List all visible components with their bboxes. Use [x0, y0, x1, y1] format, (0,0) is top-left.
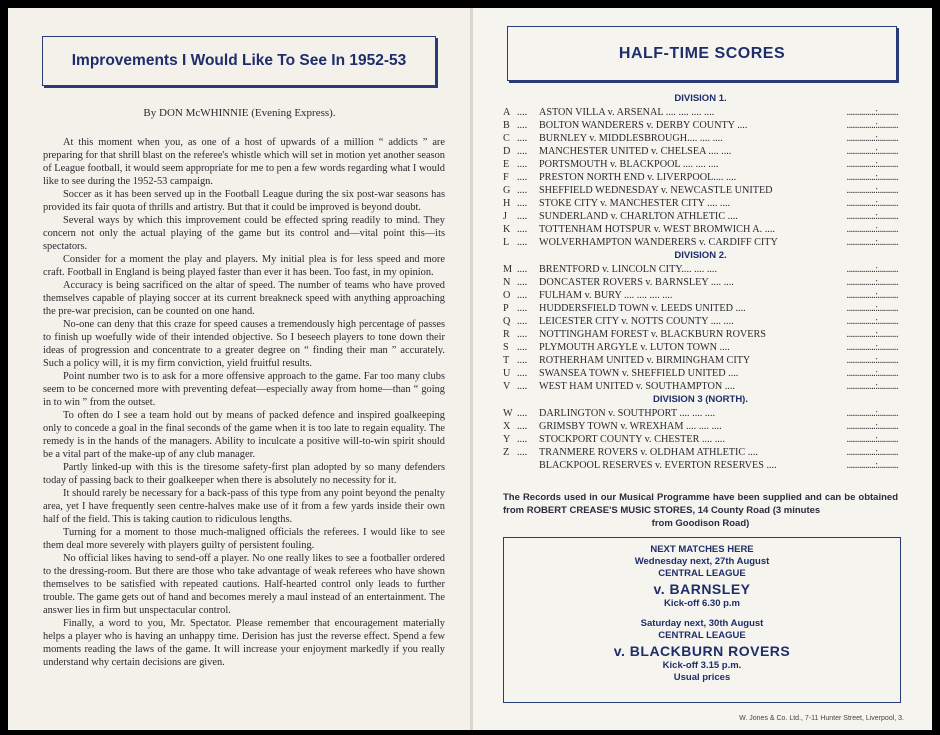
fixture-dots: .... [517, 290, 528, 301]
article-paragraph: Partly linked-up with this is the tiresome safety-first plan adopted by so many defenders today of passing back to their goalkeeper when there is absolutely no necessity for it. [43, 462, 445, 486]
match1-opponent: v. BARNSLEY [653, 581, 751, 597]
fixture-row [503, 145, 898, 158]
fixture-letter: C [503, 133, 510, 144]
fixture-row [503, 407, 898, 420]
fixture-letter: K [503, 224, 511, 235]
match1-kickoff: Kick-off 6.30 p.m [663, 598, 741, 609]
article-body [43, 136, 445, 669]
score-blank: ..............:.......... [846, 264, 898, 275]
score-blank: ..............:.......... [846, 198, 898, 209]
article-paragraph: To often do I see a team hold out by means of packed defence and inspired goalkeeping only to concede a goal in the final seconds of the game when it is too late to regain equality. The remedy is in the hands of the managers. Ability to inculcate a positive will-to-win spirit should be a vital part of the make-up of any club manager. [43, 410, 445, 460]
fixture-letter: P [503, 303, 509, 314]
fixture-dots: .... [517, 342, 528, 353]
score-blank: ..............:.......... [846, 316, 898, 327]
article-paragraph: At this moment when you, as one of a host of upwards of a million “ addicts ” are preparing for that shrill blast on the referee's whistle which will set in motion yet another season of League football, it would seem appropriate for me to pen a few words regarding what I would like to see during the 1952-53 campaign. [43, 137, 445, 187]
match1-league: CENTRAL LEAGUE [658, 568, 746, 579]
records-note-text: The Records used in our Musical Programme have been supplied and can be obtained from ROBERT CREASE'S MUSIC STORES, 14 County Road (3 minutes [503, 492, 898, 516]
fixture-match: STOCKPORT COUNTY v. CHESTER .... .... [539, 434, 725, 445]
match1-date: Wednesday next, 27th August [634, 556, 770, 567]
fixture-match: STOKE CITY v. MANCHESTER CITY .... .... [539, 198, 731, 209]
score-blank: ..............:.......... [846, 237, 898, 248]
fixture-dots: .... [517, 434, 528, 445]
score-blank: ..............:.......... [846, 146, 898, 157]
fixture-match: PRESTON NORTH END v. LIVERPOOL.... .... [539, 172, 737, 183]
left-page [8, 8, 471, 730]
fixture-row [503, 289, 898, 302]
fixture-letter: D [503, 146, 511, 157]
fixture-match: DARLINGTON v. SOUTHPORT .... .... .... [539, 408, 716, 419]
fixture-letter: B [503, 120, 510, 131]
fixture-dots: .... [517, 172, 528, 183]
fixture-dots: .... [517, 316, 528, 327]
fixture-letter: T [503, 355, 510, 366]
article-paragraph: No official likes having to send-off a player. No one really likes to see a footballer ordered to the dressing-room. But there are those who take advantage of weak referees who have shown themselves to be satisfied with repeated cautions. Half-hearted control only leads to further trouble. The game gets out of hand and becomes merely a maul instead of an entertainment. The answer lies in firm but unspectacular control. [43, 553, 445, 616]
article-paragraph: Point number two is to ask for a more offensive approach to the game. Far too many clubs seem to be concerned more with preventing defeat—especially away from home—than “ going in to win ” from the outset. [43, 371, 445, 408]
fixture-dots: .... [517, 447, 528, 458]
match2-date: Saturday next, 30th August [640, 618, 764, 629]
fixture-letter: U [503, 368, 511, 379]
fixture-letter: X [503, 421, 511, 432]
article-title: Improvements I Would Like To See In 1952-53 [71, 52, 407, 69]
fixture-row [503, 210, 898, 223]
fixture-row [503, 433, 898, 446]
score-blank: ..............:.......... [846, 368, 898, 379]
score-blank: ..............:.......... [846, 381, 898, 392]
fixture-match: BURNLEY v. MIDDLESBROUGH.... .... .... [539, 133, 723, 144]
fixture-match: SWANSEA TOWN v. SHEFFIELD UNITED .... [539, 368, 739, 379]
score-blank: ..............:.......... [846, 355, 898, 366]
fixture-dots: .... [517, 133, 528, 144]
fixture-match: SHEFFIELD WEDNESDAY v. NEWCASTLE UNITED [539, 185, 773, 196]
right-page [473, 8, 932, 730]
fixture-row [503, 263, 898, 276]
fixture-row [503, 236, 898, 249]
fixture-row [503, 341, 898, 354]
fixture-row [503, 367, 898, 380]
fixture-dots: .... [517, 264, 528, 275]
fixture-dots: .... [517, 329, 528, 340]
fixture-letter: S [503, 342, 509, 353]
fixture-match: FULHAM v. BURY .... .... .... .... [539, 290, 673, 301]
fixture-letter: Q [503, 316, 511, 327]
fixture-dots: .... [517, 224, 528, 235]
fixture-dots: .... [517, 421, 528, 432]
fixture-match: WEST HAM UNITED v. SOUTHAMPTON .... [539, 381, 735, 392]
records-note-end: from Goodison Road) [651, 518, 750, 529]
fixture-dots: .... [517, 198, 528, 209]
next-matches-heading: NEXT MATCHES HERE [650, 544, 754, 555]
article-paragraph: Several ways by which this improvement could be effected spring readily to mind. They concern not only the actual playing of the game but its control and—vital point this—its spectators. [43, 215, 445, 252]
fixture-dots: .... [517, 120, 528, 131]
fixture-match: PLYMOUTH ARGYLE v. LUTON TOWN .... [539, 342, 730, 353]
fixture-dots: .... [517, 381, 528, 392]
fixture-dots: .... [517, 237, 528, 248]
fixture-match: NOTTINGHAM FOREST v. BLACKBURN ROVERS [539, 329, 766, 340]
article-paragraph: No-one can deny that this craze for speed causes a tremendously high percentage of passes to finish up woefully wide of their intended objective. So I beseech players to tone down their ideas of progression and concentrate to a greater degree on “ finding their man ” accurately. Such a policy will, it is my firm conviction, yield fruitful results. [43, 319, 445, 369]
fixture-match: ROTHERHAM UNITED v. BIRMINGHAM CITY [539, 355, 751, 366]
fixture-row [503, 171, 898, 184]
fixture-letter: M [503, 264, 513, 275]
fixture-dots [517, 459, 539, 472]
fixture-dots: .... [517, 368, 528, 379]
score-blank: ..............:.......... [846, 107, 898, 118]
fixture-row [503, 446, 898, 459]
fixture-row [503, 315, 898, 328]
score-blank: ..............:.......... [846, 434, 898, 445]
fixture-match: ASTON VILLA v. ARSENAL .... .... .... .... [539, 107, 715, 118]
fixture-row [503, 354, 898, 367]
fixture-row [503, 276, 898, 289]
article-paragraph: Soccer as it has been served up in the Football League during the six post-war seasons has provided its fair quota of thrills and artistry. But that it could be improved is beyond doubt. [43, 189, 445, 213]
score-blank: ..............:.......... [846, 303, 898, 314]
fixture-row [503, 328, 898, 341]
article-paragraph: Finally, a word to you, Mr. Spectator. Please remember that encouragement materially helps a player who is having an unhappy time. Derision has just the reverse effect. Spend a few moments reading the laws of the game. It will increase your enjoyment markedly if you really understand why certain decisions are given. [43, 618, 445, 668]
match2-opponent: v. BLACKBURN ROVERS [613, 643, 791, 659]
fixture-row [503, 380, 898, 393]
match2-kickoff: Kick-off 3.15 p.m. [662, 660, 742, 671]
article-paragraph: Accuracy is being sacrificed on the altar of speed. The number of teams who have proved themselves capable of playing soccer at its current breakneck speed with anything approaching the pre-war precision, can be counted on one hand. [43, 280, 445, 317]
fixture-row [503, 420, 898, 433]
fixture-letter: W [503, 408, 513, 419]
fixtures-list [503, 92, 898, 472]
fixture-letter: L [503, 237, 510, 248]
fixture-match: BRENTFORD v. LINCOLN CITY.... .... .... [539, 264, 718, 275]
fixture-match: TRANMERE ROVERS v. OLDHAM ATHLETIC .... [539, 447, 758, 458]
records-note [503, 491, 898, 530]
fixture-match: HUDDERSFIELD TOWN v. LEEDS UNITED .... [539, 303, 746, 314]
fixture-row [503, 184, 898, 197]
fixture-match: LEICESTER CITY v. NOTTS COUNTY .... .... [539, 316, 734, 327]
score-blank: ..............:.......... [846, 290, 898, 301]
fixture-letter: Z [503, 447, 510, 458]
score-blank: ..............:.......... [846, 172, 898, 183]
fixture-row [503, 158, 898, 171]
fixture-dots: .... [517, 355, 528, 366]
fixture-dots: .... [517, 303, 528, 314]
fixture-letter: E [503, 159, 510, 170]
article-paragraph: Turning for a moment to those much-maligned officials the referees. I would like to see them deal more severely with players guilty of persistent fouling. [43, 527, 445, 551]
score-blank: ..............:.......... [846, 447, 898, 458]
scores-title-box [507, 26, 897, 81]
score-blank: ..............:.......... [846, 460, 898, 471]
fixture-row [503, 223, 898, 236]
fixture-letter: O [503, 290, 511, 301]
division-heading: DIVISION 2. [674, 250, 727, 261]
match2-league: CENTRAL LEAGUE [658, 630, 746, 641]
fixture-match: BLACKPOOL RESERVES v. EVERTON RESERVES .... [539, 460, 777, 471]
score-blank: ..............:.......... [846, 185, 898, 196]
fixture-row [503, 197, 898, 210]
division-heading: DIVISION 3 (NORTH). [652, 394, 748, 405]
fixture-match: BOLTON WANDERERS v. DERBY COUNTY .... [539, 120, 748, 131]
score-blank: ..............:.......... [846, 211, 898, 222]
score-blank: ..............:.......... [846, 277, 898, 288]
division-heading: DIVISION 1. [674, 93, 727, 104]
fixture-dots: .... [517, 277, 528, 288]
fixture-letter: J [503, 211, 507, 222]
fixture-dots: .... [517, 408, 528, 419]
fixture-dots: .... [517, 185, 528, 196]
fixture-dots: .... [517, 146, 528, 157]
fixture-letter: H [503, 198, 511, 209]
score-blank: ..............:.......... [846, 408, 898, 419]
fixture-row [503, 459, 898, 472]
fixture-row [503, 302, 898, 315]
article-title-box [42, 36, 436, 86]
fixture-letter: A [503, 107, 511, 118]
printer-credit: W. Jones & Co. Ltd., 7-11 Hunter Street, Liverpool, 3. [739, 715, 904, 722]
fixture-letter: Y [503, 434, 511, 445]
score-blank: ..............:.......... [846, 224, 898, 235]
fixture-letter: F [503, 172, 509, 183]
fixture-letter [503, 459, 517, 472]
fixture-row [503, 119, 898, 132]
fixture-letter: N [503, 277, 511, 288]
article-paragraph: It should rarely be necessary for a back-pass of this type from any point beyond the penalty area, yet I have frequently seen centre-halves make use of it from a few yards inside their own half of the field. This is taking caution to ridiculous lengths. [43, 488, 445, 525]
fixture-dots: .... [517, 159, 528, 170]
fixture-letter: R [503, 329, 510, 340]
fixture-match: WOLVERHAMPTON WANDERERS v. CARDIFF CITY [539, 237, 778, 248]
score-blank: ..............:.......... [846, 159, 898, 170]
score-blank: ..............:.......... [846, 120, 898, 131]
fixture-match: MANCHESTER UNITED v. CHELSEA .... .... [539, 146, 732, 157]
fixture-row [503, 106, 898, 119]
fixture-dots: .... [517, 107, 528, 118]
fixture-dots: .... [517, 211, 528, 222]
score-blank: ..............:.......... [846, 329, 898, 340]
scores-title: HALF-TIME SCORES [618, 44, 786, 62]
fixture-letter: V [503, 381, 511, 392]
article-paragraph: Consider for a moment the play and players. My initial plea is for less speed and more craft. Football in England is being played faster than ever it has been. Too fast, in my opinion. [43, 254, 445, 278]
score-blank: ..............:.......... [846, 133, 898, 144]
fixture-match: SUNDERLAND v. CHARLTON ATHLETIC .... [539, 211, 738, 222]
fixture-match: DONCASTER ROVERS v. BARNSLEY .... .... [539, 277, 734, 288]
fixture-match: GRIMSBY TOWN v. WREXHAM .... .... .... [539, 421, 722, 432]
match2-prices: Usual prices [673, 672, 731, 683]
next-matches-box [503, 537, 901, 703]
article-byline: By DON McWHINNIE (Evening Express). [143, 107, 336, 119]
fixture-match: TOTTENHAM HOTSPUR v. WEST BROMWICH A. .... [539, 224, 775, 235]
score-blank: ..............:.......... [846, 421, 898, 432]
score-blank: ..............:.......... [846, 342, 898, 353]
fixture-row [503, 132, 898, 145]
fixture-letter: G [503, 185, 511, 196]
fixture-match: PORTSMOUTH v. BLACKPOOL .... .... .... [539, 159, 719, 170]
